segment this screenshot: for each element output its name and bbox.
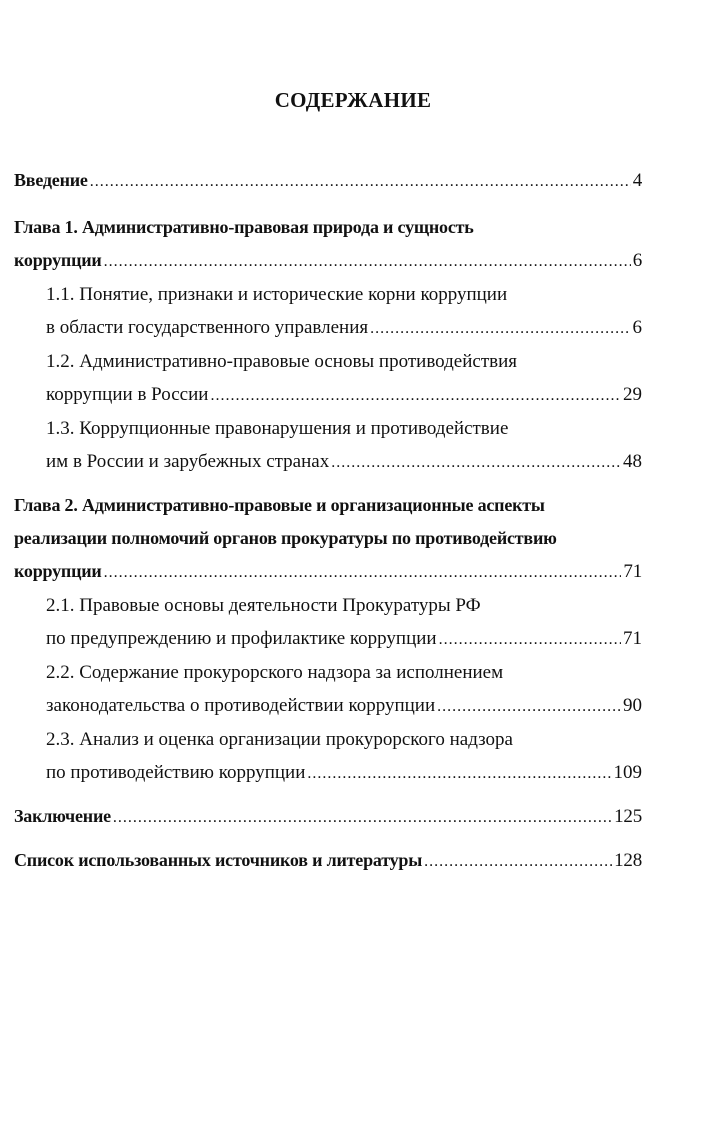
toc-chapter-2 xyxy=(14,489,642,790)
toc-entry-label: по предупреждению и профилактике коррупции xyxy=(46,628,437,649)
toc-entry-label: коррупции xyxy=(14,561,102,581)
toc-page-number: 48 xyxy=(623,451,642,472)
toc-entry-label: им в России и зарубежных странах xyxy=(46,451,330,472)
toc-entry-sources xyxy=(14,844,642,878)
table-of-contents xyxy=(14,164,642,878)
toc-page-number: 29 xyxy=(623,384,642,405)
toc-section-2-1 xyxy=(14,589,642,656)
toc-section-title-end xyxy=(46,689,642,723)
dot-leader xyxy=(104,245,631,278)
dot-leader xyxy=(424,845,612,878)
toc-entry-intro xyxy=(14,164,642,198)
toc-page-number: 4 xyxy=(632,170,642,191)
toc-entry-label: Список использованных источников и литературы xyxy=(14,850,423,870)
toc-chapter-1 xyxy=(14,211,642,479)
toc-section-1-1 xyxy=(14,278,642,345)
dot-leader xyxy=(439,623,621,656)
toc-section-title-line: 2.2. Содержание прокурорского надзора за исполнением xyxy=(46,662,504,683)
toc-entry-label: Заключение xyxy=(14,806,111,826)
toc-section-title-end xyxy=(46,445,642,479)
toc-section-1-3 xyxy=(14,412,642,479)
dot-leader xyxy=(113,801,612,834)
toc-entry-label: в области государственного управления xyxy=(46,317,369,338)
toc-chapter-title-line: Глава 2. Административно-правовые и организационные аспекты xyxy=(14,495,545,515)
toc-chapter-title-line: Глава 1. Административно-правовая природа и сущность xyxy=(14,217,474,237)
toc-section-title-end xyxy=(46,756,642,790)
toc-entry-label: коррупции в России xyxy=(46,384,209,405)
toc-page-number: 125 xyxy=(614,806,642,827)
toc-section-title-line: 1.3. Коррупционные правонарушения и противодействие xyxy=(46,418,509,439)
dot-leader xyxy=(210,379,621,412)
toc-page-number: 6 xyxy=(632,250,642,271)
toc-section-title-line: 1.2. Административно-правовые основы противодействия xyxy=(46,351,518,372)
toc-page-number: 6 xyxy=(632,317,642,338)
toc-entry-conclusion xyxy=(14,800,642,834)
toc-section-1-2 xyxy=(14,345,642,412)
toc-entry-label: Введение xyxy=(14,170,88,190)
dot-leader xyxy=(331,446,621,479)
toc-section-title-end xyxy=(46,311,642,345)
dot-leader xyxy=(104,556,622,589)
toc-entry-label: коррупции xyxy=(14,250,102,270)
toc-section-2-2 xyxy=(14,656,642,723)
dot-leader xyxy=(307,757,611,790)
toc-chapter-title-end xyxy=(14,244,642,278)
dot-leader xyxy=(370,312,630,345)
toc-section-title-line: 1.1. Понятие, признаки и исторические корни коррупции xyxy=(46,284,508,305)
toc-section-title-line: 2.1. Правовые основы деятельности Прокуратуры РФ xyxy=(46,595,481,616)
toc-page-number: 71 xyxy=(623,561,642,582)
toc-page-number: 128 xyxy=(614,850,642,871)
toc-section-title-end xyxy=(46,378,642,412)
toc-entry-label: законодательства о противодействии коррупции xyxy=(46,695,436,716)
toc-page-number: 109 xyxy=(613,762,642,783)
toc-page-number: 90 xyxy=(623,695,642,716)
toc-chapter-title-end xyxy=(14,555,642,589)
toc-section-title-line: 2.3. Анализ и оценка организации прокурорского надзора xyxy=(46,729,513,750)
dot-leader xyxy=(437,690,621,723)
dot-leader xyxy=(90,165,631,198)
toc-section-2-3 xyxy=(14,723,642,790)
page-title: СОДЕРЖАНИЕ xyxy=(274,88,432,112)
toc-chapter-title-line: реализации полномочий органов прокуратуры по противодействию xyxy=(14,528,557,548)
toc-entry-label: по противодействию коррупции xyxy=(46,762,306,783)
toc-page-number: 71 xyxy=(623,628,642,649)
toc-section-title-end xyxy=(46,622,642,656)
